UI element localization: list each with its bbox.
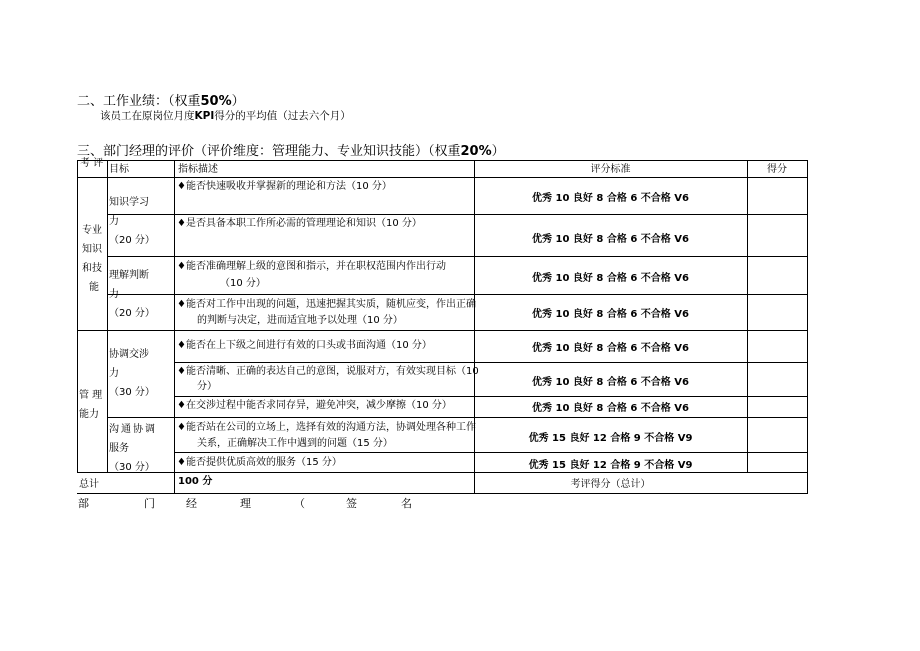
- indicator-description: ♦能否快速吸收并掌握新的理论和方法（10 分）: [177, 181, 392, 192]
- scoring-criteria: 优秀 10 良好 8 合格 6 不合格 V6: [532, 403, 689, 414]
- scoring-criteria: 优秀 15 良好 12 合格 9 不合格 V9: [528, 433, 693, 444]
- header-category: 考 评: [80, 158, 104, 169]
- indicator-description: ♦能否站在公司的立场上，选择有效的沟通方法，协调处理各种工作 关系，正确解决工作中遇到的问题（15 分）: [177, 422, 476, 449]
- scoring-criteria: 优秀 10 良好 8 合格 6 不合格 V6: [532, 193, 689, 204]
- goal-communication: 沟通协调 服务 （30 分）: [109, 424, 157, 473]
- scoring-criteria: 优秀 10 良好 8 合格 6 不合格 V6: [532, 273, 689, 284]
- table-divider: [107, 294, 808, 295]
- table-divider: [107, 417, 808, 418]
- section3-weight: 20%: [460, 144, 492, 159]
- indicator-description: ♦能否对工作中出现的问题，迅速把握其实质，随机应变，作出正确 的判断与决定，进而适宜地予以处理（10 分）: [177, 299, 476, 326]
- section3-heading: [77, 140, 505, 159]
- indicator-description: ♦是否具备本职工作所必需的管理理论和知识（10 分）: [177, 218, 422, 229]
- header-goal: 目标: [109, 164, 129, 175]
- indicator-description: ♦在交涉过程中能否求同存异，避免冲突，减少摩擦（10 分）: [177, 400, 452, 411]
- section3-close: ）: [491, 144, 505, 159]
- indicator-description: ♦能否提供优质高效的服务（15 分）: [177, 457, 342, 468]
- indicator-description: ♦能否在上下级之间进行有效的口头或书面沟通（10 分）: [177, 340, 432, 351]
- header-score: 得分: [767, 164, 787, 175]
- table-divider: [77, 472, 808, 473]
- goal-learning: 知识学习 力 （20 分）: [109, 197, 155, 246]
- table-divider-v: [107, 160, 108, 472]
- section2-description: 该员工在原岗位月度KPI得分的平均值（过去六个月）: [100, 110, 351, 122]
- section2-heading: [77, 90, 245, 109]
- table-border-bottom: [77, 493, 808, 494]
- table-border-right: [807, 160, 808, 493]
- scoring-criteria: 优秀 10 良好 8 合格 6 不合格 V6: [532, 234, 689, 245]
- header-description: 指标描述: [178, 164, 218, 175]
- table-divider: [107, 214, 808, 215]
- table-divider-v: [747, 160, 748, 472]
- section3-title: 三、部门经理的评价（评价维度：管理能力、专业知识技能）（权重: [77, 144, 461, 159]
- section2-weight: 50%: [200, 94, 232, 109]
- table-divider-v: [174, 160, 175, 493]
- category-professional: 专业 知识 和技 能: [82, 225, 102, 293]
- scoring-criteria: 优秀 10 良好 8 合格 6 不合格 V6: [532, 377, 689, 388]
- table-divider: [174, 452, 808, 453]
- scoring-criteria: 优秀 10 良好 8 合格 6 不合格 V6: [532, 343, 689, 354]
- category-management: 管 理 能力: [79, 390, 103, 420]
- table-divider: [107, 256, 808, 257]
- section2-title: 二、工作业绩：（权重: [77, 94, 201, 109]
- table-divider: [174, 362, 808, 363]
- table-divider: [77, 330, 808, 331]
- total-value: 100 分: [178, 476, 213, 487]
- scoring-criteria: 优秀 10 良好 8 合格 6 不合格 V6: [532, 309, 689, 320]
- section2-close: ）: [231, 94, 245, 109]
- table-border-left: [77, 160, 78, 472]
- total-label: 总计: [79, 479, 99, 490]
- evaluation-score-total: 考评得分（总计）: [570, 479, 651, 490]
- indicator-description: ♦能否准确理解上级的意图和指示，并在职权范围内作出行动 （10 分）: [177, 261, 446, 289]
- table-border-top: [77, 160, 808, 161]
- goal-judgment: 理解判断 力 （20 分）: [109, 270, 155, 319]
- scoring-criteria: 优秀 15 良好 12 合格 9 不合格 V9: [528, 460, 693, 471]
- indicator-description: ♦能否清晰、正确的表达自己的意图，说服对方，有效实现目标（10 分）: [177, 366, 479, 392]
- header-criteria: 评分标准: [590, 164, 631, 175]
- goal-negotiation: 协调交涉 力 （30 分）: [109, 349, 155, 398]
- table-divider: [174, 396, 808, 397]
- table-divider: [77, 177, 808, 178]
